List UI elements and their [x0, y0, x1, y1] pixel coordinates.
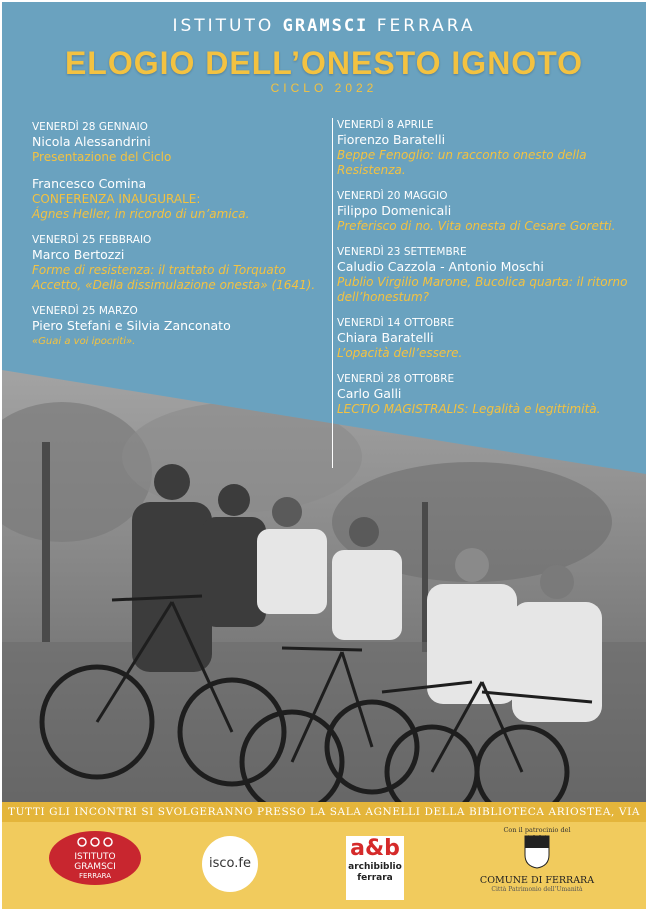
event-speaker: Marco Bertozzi	[32, 247, 125, 262]
event-speaker: Carlo Galli	[337, 386, 402, 401]
poster-title: ELOGIO DELL’ONESTO IGNOTO	[64, 45, 584, 81]
isco-logo-text: isco.fe	[209, 856, 251, 871]
event-title: Preferisco di no. Vita onesta di Cesare Goretti.	[337, 219, 616, 233]
event-item	[337, 189, 637, 234]
event-speaker: Chiara Baratelli	[337, 330, 434, 345]
event-item	[32, 233, 322, 293]
event-title: Forme di resistenza: il trattato di Torquato Accetto, «Della dissimulazione onesta» (1641).	[32, 263, 316, 292]
event-date: VENERDÌ 14 OTTOBRE	[337, 317, 455, 329]
event-item	[337, 245, 637, 305]
event-item	[32, 120, 322, 165]
event-title: «Guai a voi ipocriti».	[32, 336, 136, 347]
event-title: Publio Virgilio Marone, Bucolica quarta: il ritorno dell’honestum?	[337, 275, 628, 304]
istituto-gramsci-logo	[48, 830, 142, 886]
gramsci-logo-line2: GRAMSCI	[74, 862, 116, 872]
gramsci-logo-line1: ISTITUTO	[74, 852, 116, 862]
poster-subtitle: CICLO 2022	[270, 81, 378, 95]
event-speaker: Caludio Cazzola - Antonio Moschi	[337, 259, 544, 274]
archibiblio-logo	[346, 836, 404, 900]
event-speaker: Piero Stefani e Silvia Zanconato	[32, 318, 231, 333]
event-date: VENERDÌ 8 APRILE	[337, 119, 434, 131]
institute-prefix: ISTITUTO	[172, 16, 275, 36]
comune-name: COMUNE DI FERRARA	[479, 875, 595, 886]
event-date: VENERDÌ 23 SETTEMBRE	[337, 246, 467, 258]
event-title-label: CONFERENZA INAUGURALE:	[32, 192, 201, 206]
events-left-column	[32, 120, 322, 360]
ferrara-coat-of-arms-icon	[524, 835, 550, 869]
event-speaker: Filippo Domenicali	[337, 203, 452, 218]
ab-logo-name: archibiblio	[348, 862, 402, 872]
institute-city: FERRARA	[376, 16, 476, 36]
event-speaker: Nicola Alessandrini	[32, 134, 151, 149]
event-date: VENERDÌ 28 OTTOBRE	[337, 373, 455, 385]
event-item	[32, 304, 322, 349]
event-item	[337, 316, 637, 361]
patrocinio-label: Con il patrocinio del	[503, 826, 571, 834]
event-title: Ágnes Heller, in ricordo di un’amica.	[32, 207, 250, 221]
event-title: L’opacità dell’essere.	[337, 346, 463, 360]
event-item	[337, 372, 637, 417]
event-item	[32, 176, 322, 222]
event-speaker: Francesco Comina	[32, 176, 147, 191]
institute-header	[2, 16, 646, 36]
event-date: VENERDÌ 25 FEBBRAIO	[32, 234, 152, 246]
event-date: VENERDÌ 28 GENNAIO	[32, 121, 148, 133]
comune-subtitle: Città Patrimonio dell’Umanità	[491, 886, 583, 893]
sponsor-footer	[2, 822, 646, 909]
event-item	[337, 118, 637, 178]
venue-banner: TUTTI GLI INCONTRI SI SVOLGERANNO PRESSO LA SALA AGNELLI DELLA BIBLIOTECA ARIOSTEA, VIA	[2, 802, 646, 822]
event-title: LECTIO MAGISTRALIS: Legalità e legittimità.	[337, 402, 601, 416]
event-speaker: Fiorenzo Baratelli	[337, 132, 446, 147]
events-right-column	[332, 118, 637, 468]
comune-ferrara-logo	[472, 826, 602, 906]
institute-name: GRAMSCI	[282, 16, 369, 36]
event-title: Presentazione del Ciclo	[32, 150, 172, 164]
event-date: VENERDÌ 20 MAGGIO	[337, 190, 448, 202]
event-date: VENERDÌ 25 MARZO	[32, 305, 138, 317]
poster	[2, 2, 646, 909]
ab-logo-city: ferrara	[357, 873, 393, 883]
gramsci-logo-line3: FERRARA	[78, 872, 112, 880]
event-title: Beppe Fenoglio: un racconto onesto della Resistenza.	[337, 148, 587, 177]
isco-fe-logo	[202, 836, 258, 892]
ab-logo-mark: a&b	[350, 836, 400, 861]
